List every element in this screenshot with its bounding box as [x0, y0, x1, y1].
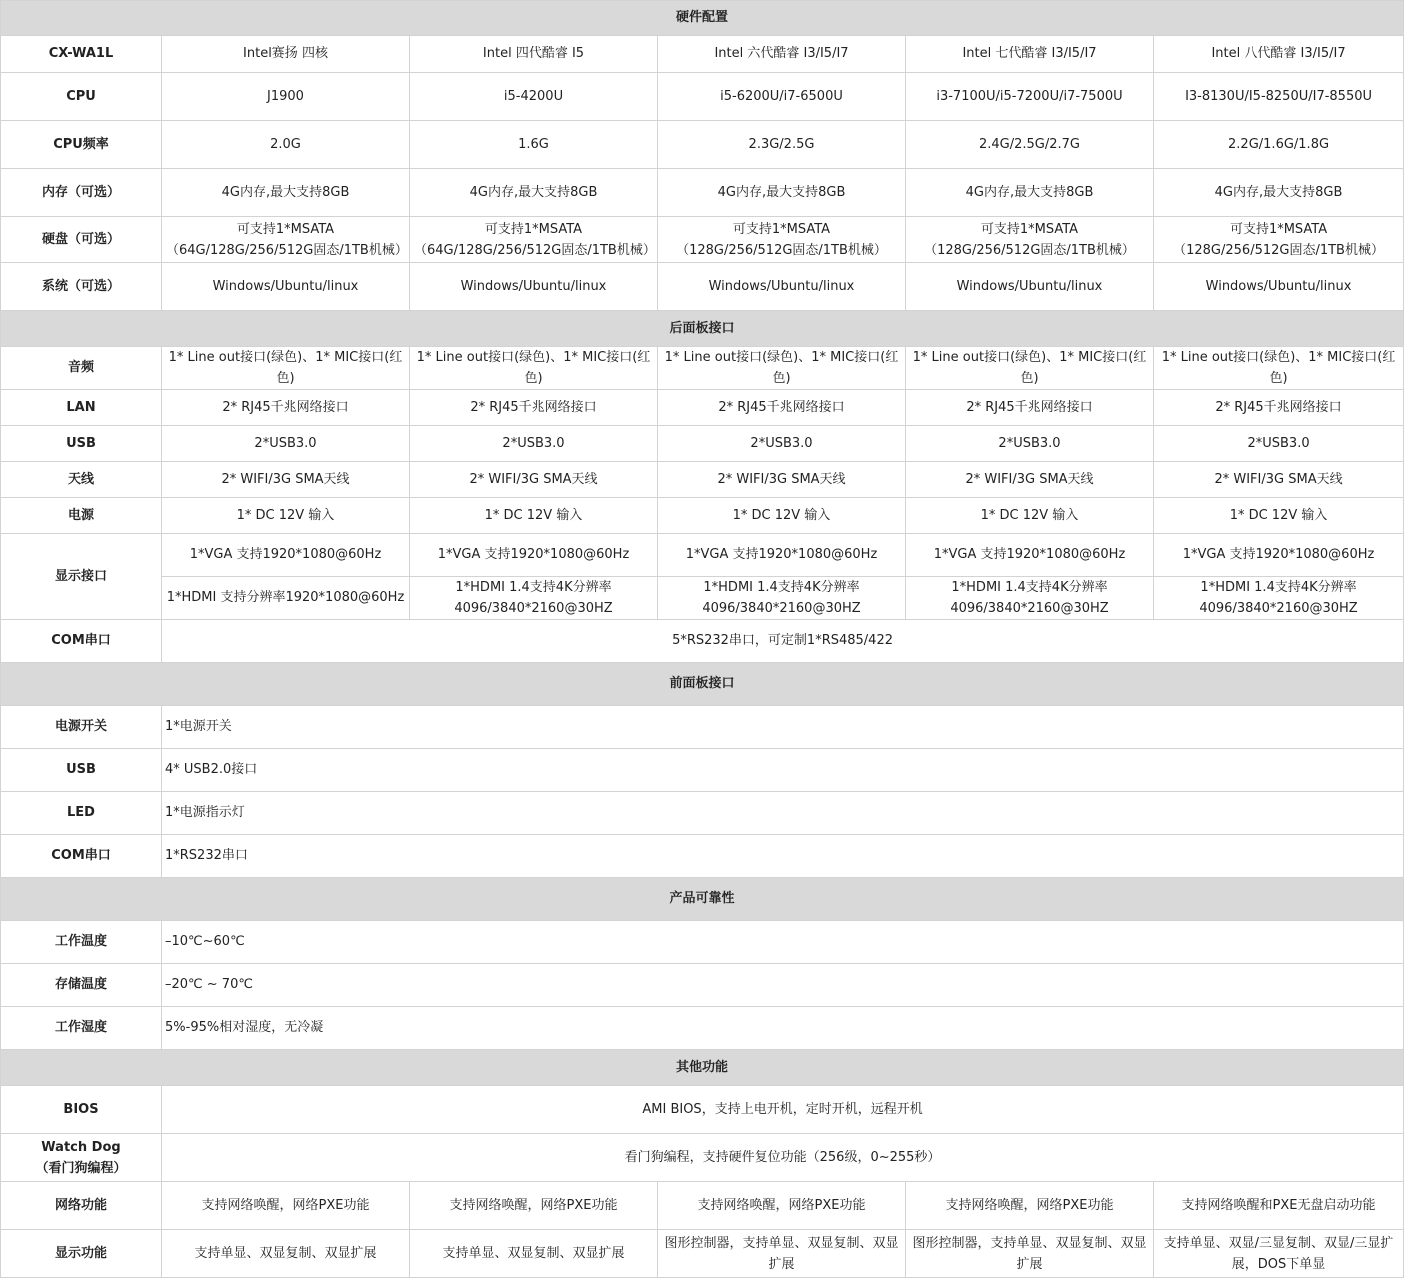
memory-cell: 4G内存,最大支持8GB [162, 169, 410, 217]
cpu-cell: i5-4200U [410, 73, 658, 121]
os-cell: Windows/Ubuntu/linux [162, 263, 410, 311]
section-row-hardware [1, 1, 1404, 36]
memory-cell: 4G内存,最大支持8GB [1154, 169, 1404, 217]
os-cell: Windows/Ubuntu/linux [906, 263, 1154, 311]
power-cell: 1* DC 12V 输入 [658, 498, 906, 534]
work-temp-cell: –10℃~60℃ [162, 921, 1404, 964]
power-cell: 1* DC 12V 输入 [162, 498, 410, 534]
front-com-cell: 1*RS232串口 [162, 835, 1404, 878]
row-model [1, 36, 1404, 73]
humidity-cell: 5%-95%相对湿度，无冷凝 [162, 1007, 1404, 1050]
model-cell: Intel 七代酷睿 I3/I5/I7 [906, 36, 1154, 73]
hdmi-line: 1*HDMI 1.4支持4K分辨率 [951, 580, 1108, 595]
os-label: 系统（可选） [1, 263, 162, 311]
audio-cell: 1* Line out接口(绿色)、1* MIC接口(红色) [162, 347, 410, 390]
disk-cell [162, 217, 410, 263]
section-title-reliability: 产品可靠性 [1, 878, 1404, 921]
power-cell: 1* DC 12V 输入 [906, 498, 1154, 534]
audio-cell: 1* Line out接口(绿色)、1* MIC接口(红色) [1154, 347, 1404, 390]
disk-line: （128G/256/512G固态/1TB机械） [924, 242, 1135, 258]
antenna-cell: 2* WIFI/3G SMA天线 [162, 462, 410, 498]
display-func-cell: 图形控制器，支持单显、双显复制、双显扩展 [906, 1230, 1154, 1278]
rear-usb-cell: 2*USB3.0 [658, 426, 906, 462]
row-os [1, 263, 1404, 311]
rear-com-cell: 5*RS232串口，可定制1*RS485/422 [162, 620, 1404, 663]
vga-cell: 1*VGA 支持1920*1080@60Hz [410, 534, 658, 577]
watchdog-label-line: （看门狗编程） [35, 1160, 127, 1176]
hdmi-line: 4096/3840*2160@30HZ [702, 601, 861, 616]
cpu-cell: I3-8130U/I5-8250U/I7-8550U [1154, 73, 1404, 121]
section-row-front [1, 663, 1404, 706]
audio-label: 音频 [1, 347, 162, 390]
power-cell: 1* DC 12V 输入 [410, 498, 658, 534]
section-title-hardware: 硬件配置 [1, 1, 1404, 36]
disk-label: 硬盘（可选） [1, 217, 162, 263]
cpu-cell: i5-6200U/i7-6500U [658, 73, 906, 121]
freq-cell: 2.0G [162, 121, 410, 169]
model-label: CX-WA1L [1, 36, 162, 73]
front-usb-cell: 4* USB2.0接口 [162, 749, 1404, 792]
hdmi-cell [906, 577, 1154, 620]
section-title-rear: 后面板接口 [1, 311, 1404, 347]
freq-cell: 2.4G/2.5G/2.7G [906, 121, 1154, 169]
hdmi-line: 1*HDMI 1.4支持4K分辨率 [455, 580, 612, 595]
disk-line: （64G/128G/256/512G固态/1TB机械） [166, 242, 408, 258]
humidity-label: 工作湿度 [1, 1007, 162, 1050]
vga-cell: 1*VGA 支持1920*1080@60Hz [162, 534, 410, 577]
front-com-label: COM串口 [1, 835, 162, 878]
disk-line: （128G/256/512G固态/1TB机械） [1173, 242, 1384, 258]
section-row-rear [1, 311, 1404, 347]
hdmi-cell [1154, 577, 1404, 620]
row-audio [1, 347, 1404, 390]
memory-cell: 4G内存,最大支持8GB [410, 169, 658, 217]
section-row-other [1, 1050, 1404, 1086]
rear-usb-cell: 2*USB3.0 [906, 426, 1154, 462]
row-led [1, 792, 1404, 835]
antenna-cell: 2* WIFI/3G SMA天线 [906, 462, 1154, 498]
row-rear-com [1, 620, 1404, 663]
model-cell: Intel 八代酷睿 I3/I5/I7 [1154, 36, 1404, 73]
freq-cell: 1.6G [410, 121, 658, 169]
lan-cell: 2* RJ45千兆网络接口 [906, 390, 1154, 426]
row-power-switch [1, 706, 1404, 749]
vga-cell: 1*VGA 支持1920*1080@60Hz [658, 534, 906, 577]
row-network [1, 1182, 1404, 1230]
hdmi-line: 4096/3840*2160@30HZ [1199, 601, 1358, 616]
vga-cell: 1*VGA 支持1920*1080@60Hz [906, 534, 1154, 577]
disk-line: 可支持1*MSATA [1229, 221, 1328, 237]
bios-label: BIOS [1, 1086, 162, 1134]
display-port-label: 显示接口 [1, 534, 162, 620]
rear-usb-cell: 2*USB3.0 [410, 426, 658, 462]
watchdog-cell: 看门狗编程，支持硬件复位功能（256级，0~255秒） [162, 1134, 1404, 1182]
power-cell: 1* DC 12V 输入 [1154, 498, 1404, 534]
freq-cell: 2.2G/1.6G/1.8G [1154, 121, 1404, 169]
work-temp-label: 工作温度 [1, 921, 162, 964]
audio-cell: 1* Line out接口(绿色)、1* MIC接口(红色) [906, 347, 1154, 390]
memory-label: 内存（可选） [1, 169, 162, 217]
hdmi-line: 1*HDMI 1.4支持4K分辨率 [1200, 580, 1357, 595]
disk-line: 可支持1*MSATA [484, 221, 583, 237]
model-cell: Intel 四代酷睿 I5 [410, 36, 658, 73]
network-label: 网络功能 [1, 1182, 162, 1230]
row-hdmi [1, 577, 1404, 620]
bios-cell: AMI BIOS，支持上电开机，定时开机，远程开机 [162, 1086, 1404, 1134]
rear-usb-cell: 2*USB3.0 [162, 426, 410, 462]
memory-cell: 4G内存,最大支持8GB [906, 169, 1154, 217]
antenna-label: 天线 [1, 462, 162, 498]
os-cell: Windows/Ubuntu/linux [658, 263, 906, 311]
cpu-cell: J1900 [162, 73, 410, 121]
disk-cell [1154, 217, 1404, 263]
rear-com-label: COM串口 [1, 620, 162, 663]
model-cell: Intel赛扬 四核 [162, 36, 410, 73]
row-freq [1, 121, 1404, 169]
disk-line: 可支持1*MSATA [732, 221, 831, 237]
disk-cell [658, 217, 906, 263]
disk-cell [410, 217, 658, 263]
os-cell: Windows/Ubuntu/linux [1154, 263, 1404, 311]
disk-line: （64G/128G/256/512G固态/1TB机械） [414, 242, 656, 258]
section-title-other: 其他功能 [1, 1050, 1404, 1086]
audio-cell: 1* Line out接口(绿色)、1* MIC接口(红色) [658, 347, 906, 390]
network-cell: 支持网络唤醒，网络PXE功能 [410, 1182, 658, 1230]
power-label: 电源 [1, 498, 162, 534]
row-watchdog [1, 1134, 1404, 1182]
lan-cell: 2* RJ45千兆网络接口 [410, 390, 658, 426]
hdmi-cell: 1*HDMI 支持分辨率1920*1080@60Hz [162, 577, 410, 620]
row-cpu [1, 73, 1404, 121]
row-front-com [1, 835, 1404, 878]
row-power [1, 498, 1404, 534]
led-cell: 1*电源指示灯 [162, 792, 1404, 835]
disk-cell [906, 217, 1154, 263]
vga-cell: 1*VGA 支持1920*1080@60Hz [1154, 534, 1404, 577]
network-cell: 支持网络唤醒，网络PXE功能 [162, 1182, 410, 1230]
freq-cell: 2.3G/2.5G [658, 121, 906, 169]
front-usb-label: USB [1, 749, 162, 792]
row-storage-temp [1, 964, 1404, 1007]
audio-cell: 1* Line out接口(绿色)、1* MIC接口(红色) [410, 347, 658, 390]
row-memory [1, 169, 1404, 217]
hdmi-line: 4096/3840*2160@30HZ [950, 601, 1109, 616]
hdmi-line: 4096/3840*2160@30HZ [454, 601, 613, 616]
os-cell: Windows/Ubuntu/linux [410, 263, 658, 311]
lan-cell: 2* RJ45千兆网络接口 [1154, 390, 1404, 426]
disk-line: 可支持1*MSATA [236, 221, 335, 237]
row-work-temp [1, 921, 1404, 964]
section-row-reliability [1, 878, 1404, 921]
antenna-cell: 2* WIFI/3G SMA天线 [1154, 462, 1404, 498]
row-antenna [1, 462, 1404, 498]
row-bios [1, 1086, 1404, 1134]
hdmi-line: 1*HDMI 1.4支持4K分辨率 [703, 580, 860, 595]
row-lan [1, 390, 1404, 426]
freq-label: CPU频率 [1, 121, 162, 169]
antenna-cell: 2* WIFI/3G SMA天线 [410, 462, 658, 498]
storage-temp-label: 存储温度 [1, 964, 162, 1007]
watchdog-label-line: Watch Dog [41, 1139, 121, 1155]
section-title-front: 前面板接口 [1, 663, 1404, 706]
disk-line: （128G/256/512G固态/1TB机械） [676, 242, 887, 258]
storage-temp-cell: –20℃ ~ 70℃ [162, 964, 1404, 1007]
lan-label: LAN [1, 390, 162, 426]
display-func-cell: 支持单显、双显复制、双显扩展 [162, 1230, 410, 1278]
led-label: LED [1, 792, 162, 835]
cpu-cell: i3-7100U/i5-7200U/i7-7500U [906, 73, 1154, 121]
display-func-cell: 支持单显、双显/三显复制、双显/三显扩展，DOS下单显 [1154, 1230, 1404, 1278]
hdmi-cell [410, 577, 658, 620]
antenna-cell: 2* WIFI/3G SMA天线 [658, 462, 906, 498]
power-switch-cell: 1*电源开关 [162, 706, 1404, 749]
row-humidity [1, 1007, 1404, 1050]
rear-usb-label: USB [1, 426, 162, 462]
display-func-cell: 图形控制器，支持单显、双显复制、双显扩展 [658, 1230, 906, 1278]
power-switch-label: 电源开关 [1, 706, 162, 749]
hdmi-cell [658, 577, 906, 620]
row-vga [1, 534, 1404, 577]
lan-cell: 2* RJ45千兆网络接口 [658, 390, 906, 426]
row-front-usb [1, 749, 1404, 792]
display-func-label: 显示功能 [1, 1230, 162, 1278]
watchdog-label [1, 1134, 162, 1182]
model-cell: Intel 六代酷睿 I3/I5/I7 [658, 36, 906, 73]
cpu-label: CPU [1, 73, 162, 121]
row-display-func [1, 1230, 1404, 1278]
network-cell: 支持网络唤醒和PXE无盘启动功能 [1154, 1182, 1404, 1230]
network-cell: 支持网络唤醒，网络PXE功能 [906, 1182, 1154, 1230]
network-cell: 支持网络唤醒，网络PXE功能 [658, 1182, 906, 1230]
display-func-cell: 支持单显、双显复制、双显扩展 [410, 1230, 658, 1278]
disk-line: 可支持1*MSATA [980, 221, 1079, 237]
memory-cell: 4G内存,最大支持8GB [658, 169, 906, 217]
rear-usb-cell: 2*USB3.0 [1154, 426, 1404, 462]
lan-cell: 2* RJ45千兆网络接口 [162, 390, 410, 426]
row-rear-usb [1, 426, 1404, 462]
row-disk [1, 217, 1404, 263]
